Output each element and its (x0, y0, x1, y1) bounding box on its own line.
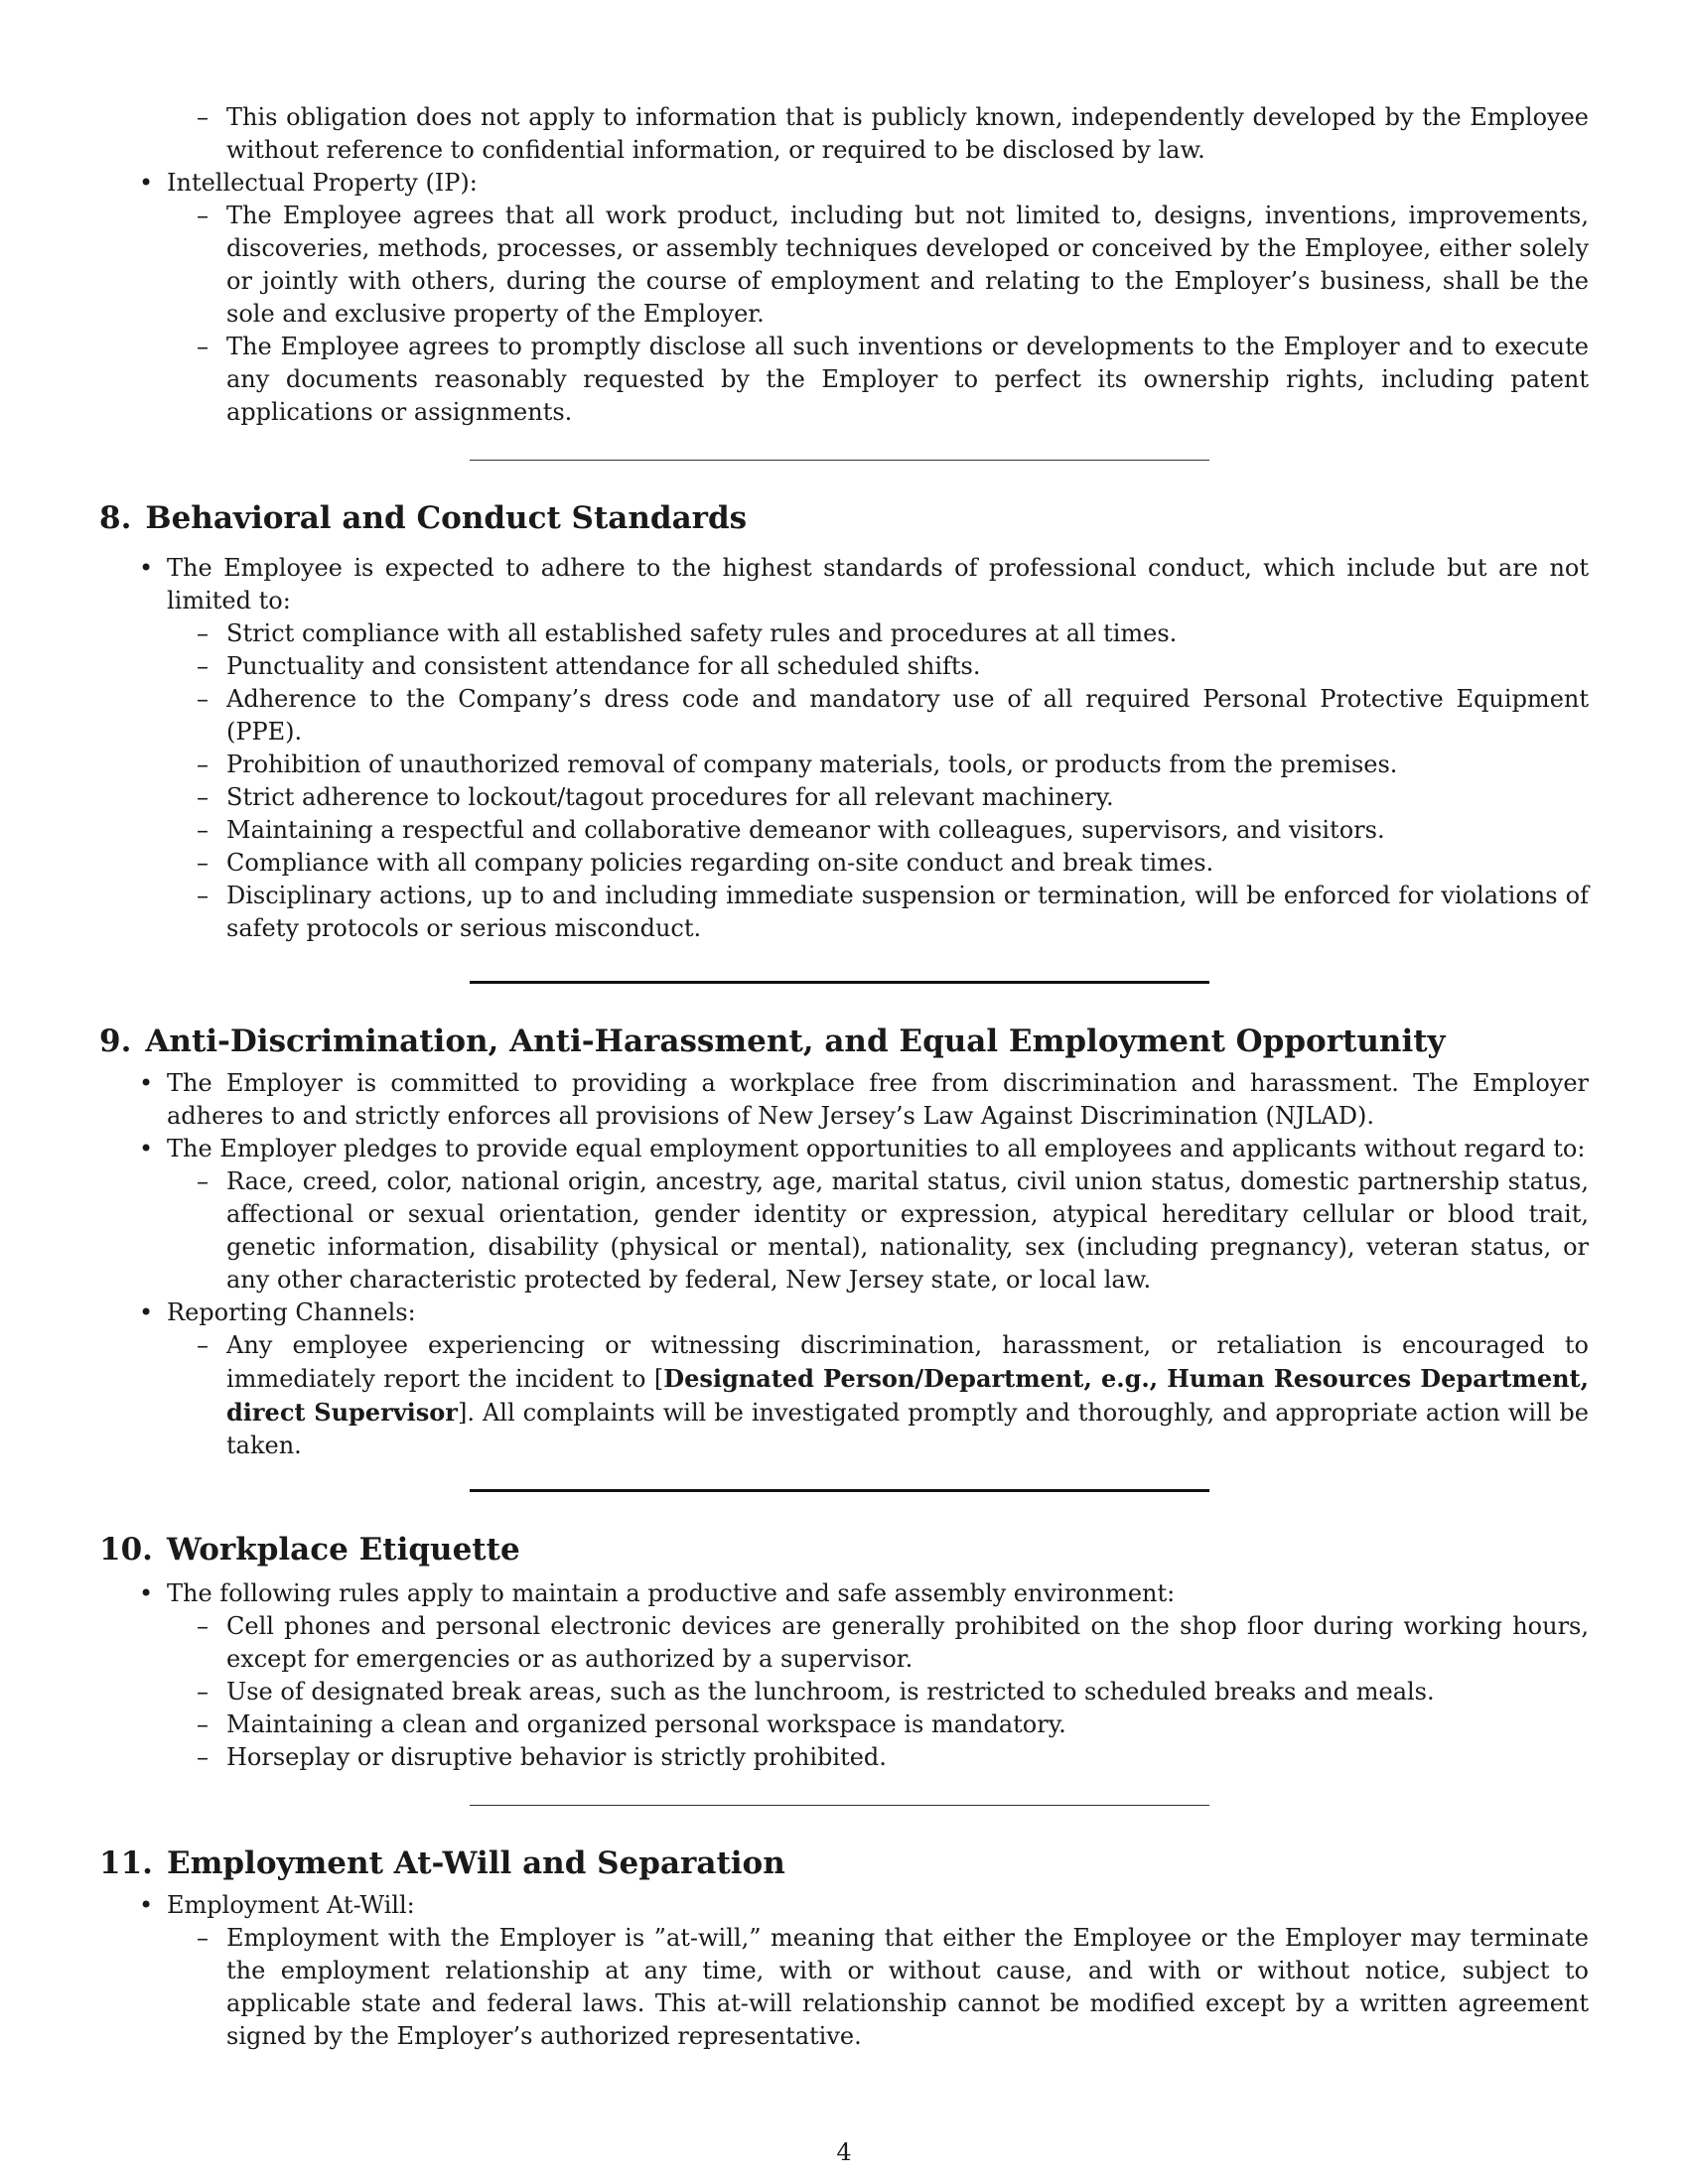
section7-list (99, 101, 1589, 429)
section8-title: Behavioral and Conduct Standards (145, 500, 748, 536)
section10-intro: The following rules apply to maintain a productive and safe assembly environment: (167, 1579, 1176, 1607)
document-page (99, 101, 1589, 2053)
sublist (167, 101, 1589, 167)
section10-title: Workplace Etiquette (166, 1532, 520, 1568)
eeo-pledge: The Employer pledges to provide equal employment opportunities to all employees and applicants without regard to: (167, 1135, 1586, 1162)
list-item: – Adherence to the Company’s dress code and mandatory use of all required Personal Protective Equipment (PPE). (99, 683, 1589, 749)
list-item: – Prohibition of unauthorized removal of company materials, tools, or products from the premises. (99, 749, 1589, 781)
section11-title: Employment At-Will and Separation (166, 1845, 785, 1881)
section8-heading: 8. Behavioral and Conduct Standards (99, 500, 748, 536)
etiquette-sublist (167, 1610, 1589, 1774)
list-item: – Compliance with all company policies regarding on-site conduct and break times. (99, 847, 1589, 880)
page-number: 4 (836, 2138, 852, 2166)
list-item: – Any employee experiencing or witnessing discrimination, harassment, or retaliation is encouraged to immediately report the incident to [Designated Person/Department, e.g., Human Resources Department, direct Supervisor]. All complaints will be investigated promptly and thoroughly, and appropriate action will be taken. (99, 1329, 1589, 1462)
list-item (99, 1133, 1589, 1297)
section8-list (99, 552, 1589, 945)
list-item: – Maintaining a respectful and collaborative demeanor with colleagues, supervisors, and visitors. (99, 814, 1589, 847)
section11-list (99, 1889, 1589, 2053)
list-item: • The Employer is committed to providing a workplace free from discrimination and harassment. The Employer adheres to and strictly enforces all provisions of New Jersey’s Law Against Discrimination (NJLAD). (99, 1067, 1589, 1133)
list-item: – Employment with the Employer is ”at-will,” meaning that either the Employee or the Employer may terminate the employment relationship at any time, with or without cause, and with or without notice, subject to applicable state and federal laws. This at-will relationship cannot be modified except by a written agreement signed by the Employer’s authorized representative. (99, 1922, 1589, 2053)
list-item (99, 1297, 1589, 1462)
list-item: – Race, creed, color, national origin, ancestry, age, marital status, civil union status, domestic partnership status, affectional or sexual orientation, gender identity or expression, atypical hereditary cellular or blood trait, genetic information, disability (physical or mental), nationality, sex (including pregnancy), veteran status, or any other characteristic protected by federal, New Jersey state, or local law. (99, 1165, 1589, 1297)
list-item: – Strict adherence to lockout/tagout procedures for all relevant machinery. (99, 781, 1589, 814)
reporting-sublist (167, 1329, 1589, 1462)
at-will-label: Employment At-Will: (167, 1891, 415, 1919)
section9-heading: 9. Anti-Discrimination, Anti-Harassment, and Equal Employment Opportunity (99, 1024, 1446, 1059)
conduct-sublist (167, 617, 1589, 945)
ip-item (99, 167, 1589, 429)
list-item (99, 101, 1589, 167)
at-will-sublist (167, 1922, 1589, 2053)
reporting-label: Reporting Channels: (167, 1298, 416, 1326)
list-item: – The Employee agrees that all work product, including but not limited to, designs, inventions, improvements, discoveries, methods, processes, or assembly techniques developed or conceived by the Employee, either solely or jointly with others, during the course of employment and relating to the Employer’s business, shall be the sole and exclusive property of the Employer. (99, 200, 1589, 331)
list-item: – Cell phones and personal electronic devices are generally prohibited on the shop floor during working hours, except for emergencies or as authorized by a supervisor. (99, 1610, 1589, 1676)
section9-list (99, 1067, 1589, 1462)
list-item: – Use of designated break areas, such as the lunchroom, is restricted to scheduled breaks and meals. (99, 1676, 1589, 1708)
list-item: – The Employee agrees to promptly disclose all such inventions or developments to the Employer and to execute any documents reasonably requested by the Employer to perfect its ownership rights, including patent applications or assignments. (99, 331, 1589, 429)
designated-contact: Designated Person/Department, e.g., Human Resources Department, direct Supervisor (226, 1364, 1589, 1427)
list-item: – Maintaining a clean and organized personal workspace is mandatory. (99, 1708, 1589, 1741)
confidentiality-exception: – This obligation does not apply to information that is publicly known, independently developed by the Employee without reference to confidential information, or required to be disclosed by law. (99, 101, 1589, 167)
section9-title: Anti-Discrimination, Anti-Harassment, and Equal Employment Opportunity (145, 1024, 1446, 1059)
list-item: – Horseplay or disruptive behavior is strictly prohibited. (99, 1741, 1589, 1774)
section10-heading: 10. Workplace Etiquette (99, 1532, 520, 1568)
list-item: – Punctuality and consistent attendance for all scheduled shifts. (99, 650, 1589, 683)
protected-sublist (167, 1165, 1589, 1297)
list-item (99, 1577, 1589, 1774)
list-item: – Strict compliance with all established safety rules and procedures at all times. (99, 617, 1589, 650)
list-item: – Disciplinary actions, up to and including immediate suspension or termination, will be enforced for violations of safety protocols or serious misconduct. (99, 880, 1589, 945)
ip-sublist (167, 200, 1589, 429)
section8-intro: The Employee is expected to adhere to the highest standards of professional conduct, which include but are not limited to: (167, 554, 1589, 614)
section10-list (99, 1577, 1589, 1774)
list-item (99, 1889, 1589, 2053)
ip-label: Intellectual Property (IP): (167, 169, 478, 197)
list-item (99, 552, 1589, 945)
section11-heading: 11. Employment At-Will and Separation (99, 1845, 785, 1881)
